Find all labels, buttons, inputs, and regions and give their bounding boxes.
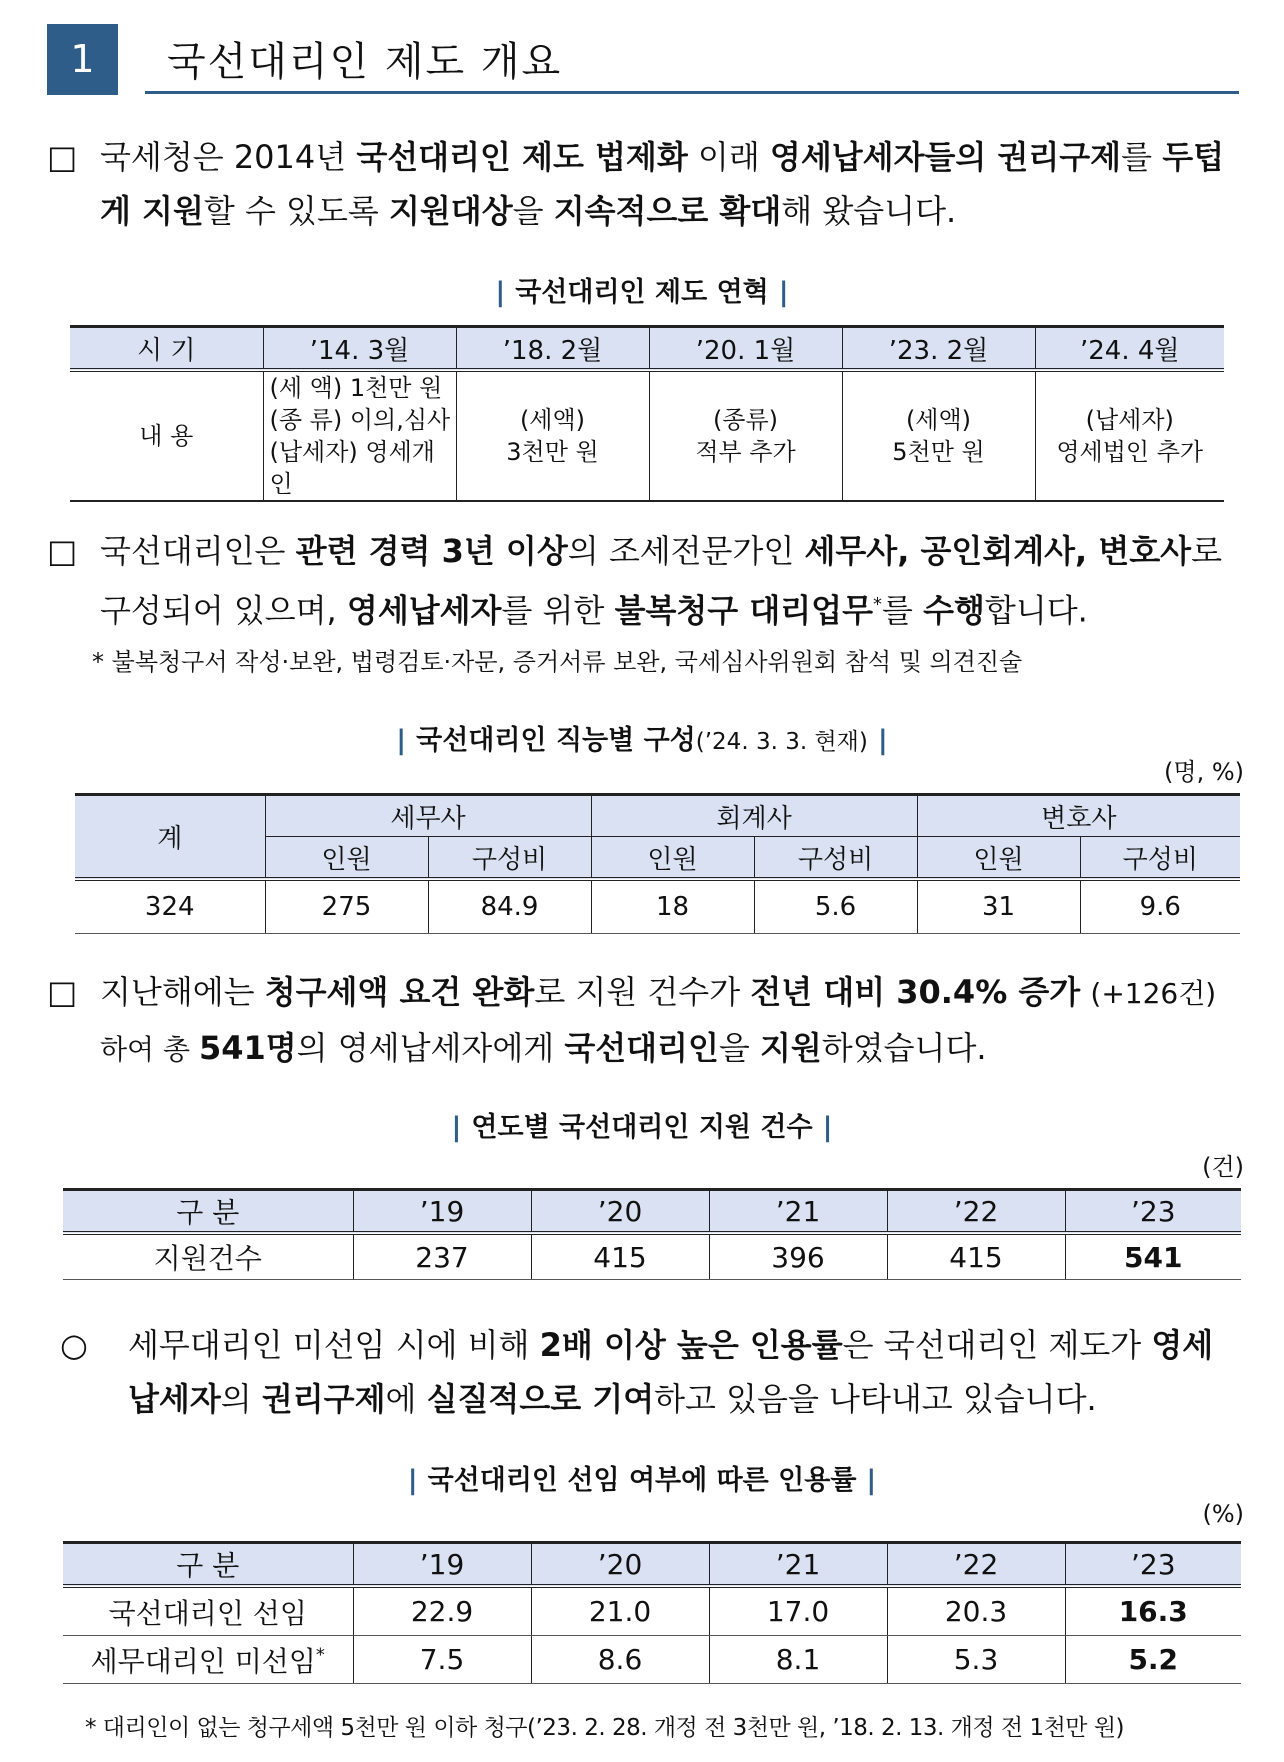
section-number: 1 (47, 24, 118, 95)
section-title: 국선대리인 제도 개요 (167, 39, 563, 85)
table-cell: 396 (709, 1233, 887, 1280)
col-header-total: 계 (75, 795, 265, 880)
table-row (63, 1233, 1241, 1280)
table2-caption: | 국선대리인 직능별 구성(’24. 3. 3. 현재) | (396, 725, 888, 756)
col-header: ’21 (709, 1190, 887, 1234)
sub-header: 구성비 (1080, 837, 1240, 880)
table-cell: 84.9 (428, 879, 591, 934)
table-cell: 31 (917, 879, 1080, 934)
table-cell: 415 (531, 1233, 709, 1280)
section-header (47, 24, 1239, 96)
table-cell: 5.6 (754, 879, 917, 934)
table-cell: 20.3 (887, 1586, 1065, 1636)
checkbox-marker: □ (47, 138, 78, 176)
col-header: ’20 (531, 1190, 709, 1234)
table-cell: 275 (265, 879, 428, 934)
table-cell: (종류) 적부 추가 (649, 370, 842, 501)
col-header: 시 기 (70, 327, 263, 371)
table4-caption: | 국선대리인 선임 여부에 따른 인용률 | (407, 1465, 877, 1496)
paragraph-1: □ 국세청은 2014년 국선대리인 제도 법제화 이래 영세납세자들의 권리구제를 두텁게 지원할 수 있도록 지원대상을 지속적으로 확대해 왔습니다. (47, 130, 1242, 238)
table-cell: 17.0 (709, 1586, 887, 1636)
row-label: 국선대리인 선임 (63, 1586, 353, 1636)
col-header: ’19 (353, 1190, 531, 1234)
footnote-2: * 대리인이 없는 청구세액 5천만 원 이하 청구(’23. 2. 28. 개정 전 3천만 원, ’18. 2. 13. 개정 전 1천만 원) (85, 1715, 1125, 1741)
sub-header: 인원 (917, 837, 1080, 880)
table-cell: 415 (887, 1233, 1065, 1280)
col-header: ’19 (353, 1543, 531, 1587)
table1-caption: | 국선대리인 제도 연혁 | (495, 277, 789, 308)
col-header: ’23 (1065, 1543, 1241, 1587)
acceptance-rate-table (63, 1541, 1241, 1684)
table-cell: 324 (75, 879, 265, 934)
table-cell: 16.3 (1065, 1586, 1241, 1636)
table-cell: 8.1 (709, 1636, 887, 1684)
col-header: ’22 (887, 1190, 1065, 1234)
table-cell: 5.2 (1065, 1636, 1241, 1684)
paragraph-2: □ 국선대리인은 관련 경력 3년 이상의 조세전문가인 세무사, 공인회계사, 변호사로 구성되어 있으며, 영세납세자를 위한 불복청구 대리업무*를 수행합니다. (47, 524, 1242, 638)
history-table (70, 325, 1224, 502)
table-cell: 8.6 (531, 1636, 709, 1684)
table-cell: (세 액) 1천만 원 (종 류) 이의,심사 (납세자) 영세개인 (263, 370, 456, 501)
row-label: 내 용 (70, 370, 263, 501)
footnote-1: * 불복청구서 작성·보완, 법령검토·자문, 증거서류 보완, 국세심사위원회 참석 및 의견진술 (92, 648, 1023, 676)
group-header: 세무사 (265, 795, 591, 837)
group-header: 변호사 (917, 795, 1240, 837)
col-header: ’14. 3월 (263, 327, 456, 371)
table-cell: 18 (591, 879, 754, 934)
header-underline (145, 91, 1239, 94)
table-row (63, 1586, 1241, 1636)
col-header: 구 분 (63, 1190, 353, 1234)
support-count-table (63, 1188, 1241, 1280)
table-cell: 22.9 (353, 1586, 531, 1636)
table4-unit: (%) (1202, 1500, 1244, 1528)
sub-header: 구성비 (428, 837, 591, 880)
table-cell: 21.0 (531, 1586, 709, 1636)
table-cell: 5.3 (887, 1636, 1065, 1684)
checkbox-marker: □ (47, 973, 78, 1011)
col-header: ’22 (887, 1543, 1065, 1587)
col-header: 구 분 (63, 1543, 353, 1587)
table-cell: (납세자) 영세법인 추가 (1035, 370, 1224, 501)
row-label: 세무대리인 미선임* (63, 1636, 353, 1684)
composition-table (75, 793, 1240, 934)
table-cell: 541 (1065, 1233, 1241, 1280)
table3-caption: | 연도별 국선대리인 지원 건수 | (451, 1112, 833, 1143)
paragraph-3: □ 지난해에는 청구세액 요건 완화로 지원 건수가 전년 대비 30.4% 증가 (+126건)하여 총 541명의 영세납세자에게 국선대리인을 지원하였습니다. (47, 965, 1242, 1077)
table-row (75, 879, 1240, 934)
col-header: ’24. 4월 (1035, 327, 1224, 371)
sub-header: 구성비 (754, 837, 917, 880)
col-header: ’23 (1065, 1190, 1241, 1234)
sub-header: 인원 (591, 837, 754, 880)
table-row (63, 1636, 1241, 1684)
table-cell: (세액) 5천만 원 (842, 370, 1035, 501)
table-cell: 7.5 (353, 1636, 531, 1684)
paragraph-4: ○ 세무대리인 미선임 시에 비해 2배 이상 높은 인용률은 국선대리인 제도가 영세납세자의 권리구제에 실질적으로 기여하고 있음을 나타내고 있습니다. (60, 1318, 1242, 1426)
table-cell: (세액) 3천만 원 (456, 370, 649, 501)
sub-header: 인원 (265, 837, 428, 880)
circle-marker: ○ (60, 1326, 88, 1364)
table-cell: 9.6 (1080, 879, 1240, 934)
col-header: ’18. 2월 (456, 327, 649, 371)
table2-unit: (명, %) (1164, 758, 1244, 786)
col-header: ’20. 1월 (649, 327, 842, 371)
table3-unit: (건) (1202, 1153, 1244, 1181)
row-label: 지원건수 (63, 1233, 353, 1280)
checkbox-marker: □ (47, 532, 78, 570)
col-header: ’20 (531, 1543, 709, 1587)
table-cell: 237 (353, 1233, 531, 1280)
group-header: 회계사 (591, 795, 917, 837)
col-header: ’23. 2월 (842, 327, 1035, 371)
col-header: ’21 (709, 1543, 887, 1587)
